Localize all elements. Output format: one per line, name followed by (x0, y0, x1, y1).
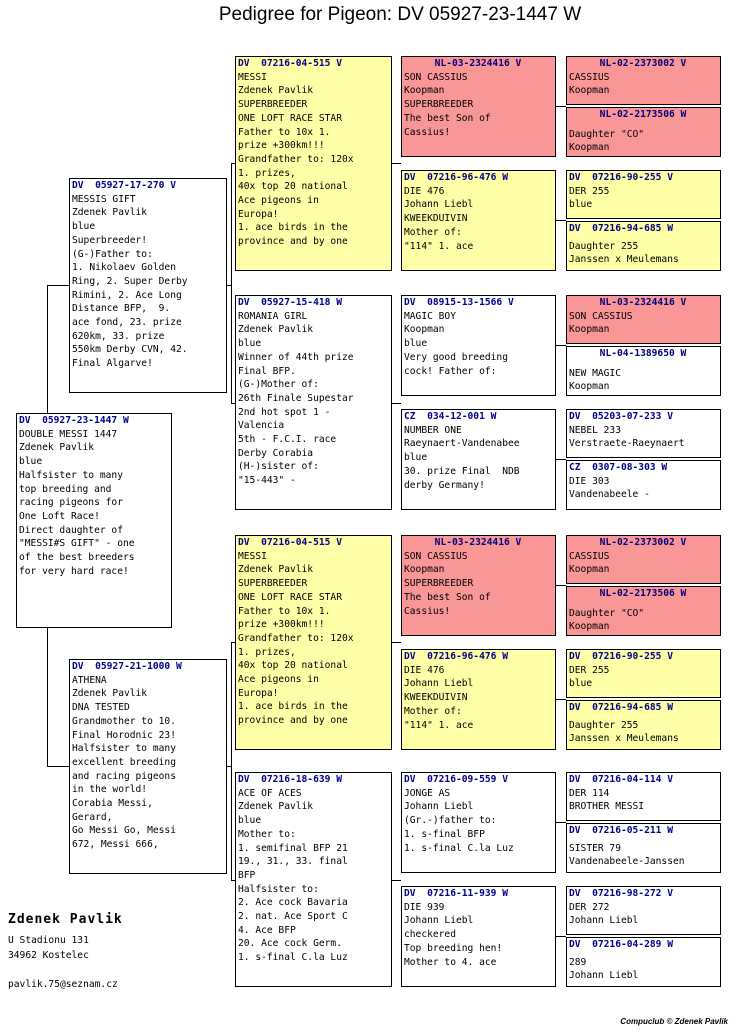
pigeon-card-g8[interactable] (566, 460, 721, 510)
pigeon-details: NUMBER ONE Raeynaert-Vandenabee blue 30. prize Final NDB derby Germany! (404, 424, 520, 491)
ring-number: DV 05927-23-1447 W (19, 415, 129, 426)
ring-number: NL-02-2373002 V (599, 58, 687, 69)
pigeon-details: MESSIS GIFT Zdenek Pavlik blue Superbreeder! (G-)Father to: 1. Nikolaev Golden Ring, 2. Super Derby Rimini, 2. Ace Long Distance BFP, 9. ace fond, 23. prize 620km, 33. prize 550km Derby CVN, 42. Final Algarve! (72, 193, 188, 370)
ring-number: DV 07216-90-255 V (569, 651, 673, 662)
pigeon-card-g16[interactable] (566, 937, 721, 987)
pigeon-card-fmd[interactable] (401, 409, 556, 510)
ring-number: DV 07216-96-476 W (404, 651, 508, 662)
pigeon-card-g1[interactable] (566, 56, 721, 105)
pigeon-details: CASSIUS Koopman (569, 550, 610, 576)
pigeon-card-g4[interactable] (566, 221, 721, 271)
pigeon-card-father-sire[interactable] (235, 56, 392, 271)
pigeon-card-ffs[interactable] (401, 56, 556, 157)
owner-city: 34962 Kostelec (8, 950, 89, 961)
ring-number: DV 05927-15-418 W (238, 297, 342, 308)
pigeon-card-mms[interactable] (401, 772, 556, 873)
connector-line (231, 403, 235, 404)
pigeon-details: Daughter "CO" Koopman (569, 607, 645, 633)
pigeon-card-g10[interactable] (566, 586, 721, 636)
ring-number: DV 07216-04-114 V (569, 774, 673, 785)
pigeon-details: DIE 476 Johann Liebl KWEEKDUIVIN Mother of: "114" 1. ace (404, 185, 474, 252)
pigeon-details: SISTER 79 Vandenabeele-Janssen (569, 842, 685, 868)
connector-line (556, 459, 566, 460)
ring-number: DV 07216-18-639 W (238, 774, 342, 785)
ring-number: NL-02-2373002 V (599, 537, 687, 548)
connector-line (231, 642, 235, 643)
pigeon-details: SON CASSIUS Koopman SUPERBREEDER The best Son of Cassius! (404, 71, 491, 138)
pigeon-details: Daughter 255 Janssen x Meulemans (569, 719, 679, 745)
connector-line (556, 106, 566, 107)
pigeon-card-fms[interactable] (401, 295, 556, 396)
pigeon-details: 289 Johann Liebl (569, 956, 639, 982)
pigeon-details: Daughter 255 Janssen x Meulemans (569, 240, 679, 266)
pigeon-card-mother-sire[interactable] (235, 535, 392, 750)
owner-block (8, 912, 123, 992)
ring-number: DV 07216-98-272 V (569, 888, 673, 899)
owner-street: U Stadionu 131 (8, 935, 89, 946)
pigeon-card-mfd[interactable] (401, 649, 556, 750)
pigeon-card-g5[interactable] (566, 295, 721, 344)
pigeon-card-mother[interactable] (69, 659, 227, 874)
ring-number: DV 05203-07-233 V (569, 411, 673, 422)
connector-line (231, 642, 232, 880)
pigeon-details: DIE 303 Vandenabeele - (569, 475, 650, 501)
connector-line (47, 285, 48, 413)
pigeon-details: DER 272 Johann Liebl (569, 901, 639, 927)
connector-line (556, 936, 566, 937)
pigeon-card-mmd[interactable] (401, 886, 556, 987)
connector-line (231, 880, 235, 881)
pigeon-card-g6[interactable] (566, 346, 721, 396)
connector-line (47, 766, 69, 767)
pigeon-details: DOUBLE MESSI 1447 Zdenek Pavlik blue Halfsister to many top breeding and racing pigeons for One Loft Race! Direct daughter of "MESSI#S GIFT" - one of the best breeders for very hard race! (19, 428, 135, 577)
connector-line (392, 880, 401, 881)
connector-line (556, 585, 566, 586)
pigeon-card-g3[interactable] (566, 170, 721, 219)
owner-name: Zdenek Pavlik (8, 912, 123, 927)
pigeon-details: JONGE AS Johann Liebl (Gr.-)father to: 1. s-final BFP 1. s-final C.la Luz (404, 787, 514, 854)
connector-line (47, 285, 69, 286)
pigeon-details: NEW MAGIC Koopman (569, 367, 621, 393)
pigeon-card-g7[interactable] (566, 409, 721, 458)
pigeon-card-g15[interactable] (566, 886, 721, 935)
pigeon-details: NEBEL 233 Verstraete-Raeynaert (569, 424, 685, 450)
ring-number: DV 05927-17-270 V (72, 180, 176, 191)
ring-number: CZ 0307-08-303 W (569, 462, 668, 473)
pigeon-card-father[interactable] (69, 178, 227, 393)
ring-number: DV 07216-94-685 W (569, 223, 673, 234)
pigeon-details: SON CASSIUS Koopman SUPERBREEDER The best Son of Cassius! (404, 550, 491, 617)
pigeon-card-g13[interactable] (566, 772, 721, 821)
ring-number: NL-04-1389650 W (599, 348, 687, 359)
pigeon-details: MESSI Zdenek Pavlik SUPERBREEDER ONE LOFT RACE STAR Father to 10x 1. prize +300km!!! Grandfather to: 120x 1. prizes, 40x top 20 national Ace pigeons in Europa! 1. ace birds in the province and by one (238, 550, 354, 727)
owner-email[interactable]: pavlik.75@seznam.cz (8, 979, 118, 990)
ring-number: DV 07216-90-255 V (569, 172, 673, 183)
connector-line (556, 345, 566, 346)
pigeon-card-g12[interactable] (566, 700, 721, 750)
pigeon-details: MAGIC BOY Koopman blue Very good breeding cock! Father of: (404, 310, 508, 377)
ring-number: DV 08915-13-1566 V (404, 297, 514, 308)
connector-line (556, 220, 566, 221)
pigeon-details: Daughter "CO" Koopman (569, 128, 645, 154)
ring-number: NL-03-2324416 V (434, 537, 522, 548)
connector-line (392, 642, 401, 643)
pigeon-details: DER 114 BROTHER MESSI (569, 787, 645, 813)
pigeon-card-g14[interactable] (566, 823, 721, 873)
pigeon-details: ROMANIA GIRL Zdenek Pavlik blue Winner of 44th prize Final BFP. (G-)Mother of: 26th Finale Supestar 2nd hot spot 1 - Valencia 5th - F.C.I. race Derby Corabia (H-)sister of: "15-443" - (238, 310, 354, 487)
ring-number: NL-02-2173506 W (599, 109, 687, 120)
ring-number: DV 07216-09-559 V (404, 774, 508, 785)
ring-number: DV 07216-11-939 W (404, 888, 508, 899)
pigeon-card-g11[interactable] (566, 649, 721, 698)
connector-line (47, 628, 48, 766)
pigeon-card-subject[interactable] (16, 413, 172, 628)
ring-number: NL-03-2324416 V (434, 58, 522, 69)
pigeon-card-g2[interactable] (566, 107, 721, 157)
footer-credit: Compuclub © Zdenek Pavlik (620, 1017, 728, 1026)
ring-number: DV 05927-21-1000 W (72, 661, 182, 672)
pigeon-details: DIE 939 Johann Liebl checkered Top breeding hen! Mother to 4. ace (404, 901, 503, 968)
connector-line (392, 163, 401, 164)
ring-number: DV 07216-94-685 W (569, 702, 673, 713)
pigeon-details: DER 255 blue (569, 185, 610, 211)
ring-number: DV 07216-05-211 W (569, 825, 673, 836)
ring-number: DV 07216-96-476 W (404, 172, 508, 183)
pigeon-details: CASSIUS Koopman (569, 71, 610, 97)
pigeon-card-g9[interactable] (566, 535, 721, 584)
connector-line (556, 822, 566, 823)
page-title: Pedigree for Pigeon: DV 05927-23-1447 W (218, 4, 582, 25)
pigeon-details: DER 255 blue (569, 664, 610, 690)
connector-line (556, 699, 566, 700)
ring-number: CZ 034-12-001 W (404, 411, 497, 422)
ring-number: NL-02-2173506 W (599, 588, 687, 599)
pigeon-details: SON CASSIUS Koopman (569, 310, 633, 336)
connector-line (392, 403, 401, 404)
pigeon-details: ACE OF ACES Zdenek Pavlik blue Mother to: 1. semifinal BFP 21 19., 31., 33. final BFP Halfsister to: 2. Ace cock Bavaria 2. nat. Ace Sport C 4. Ace BFP 20. Ace cock Germ. 1. s-final C.la Luz (238, 787, 348, 964)
pigeon-card-father-dam[interactable] (235, 295, 392, 510)
pigeon-card-mother-dam[interactable] (235, 772, 392, 987)
pigeon-card-ffd[interactable] (401, 170, 556, 271)
ring-number: DV 07216-04-515 V (238, 537, 342, 548)
ring-number: DV 07216-04-289 W (569, 939, 673, 950)
connector-line (231, 163, 235, 164)
pigeon-details: DIE 476 Johann Liebl KWEEKDUIVIN Mother of: "114" 1. ace (404, 664, 474, 731)
ring-number: DV 07216-04-515 V (238, 58, 342, 69)
ring-number: NL-03-2324416 V (599, 297, 687, 308)
pigeon-card-mfs[interactable] (401, 535, 556, 636)
pigeon-details: ATHENA Zdenek Pavlik DNA TESTED Grandmother to 10. Final Horodnic 23! Halfsister to many excellent breeding and racing pigeons in the world! Corabia Messi, Gerard, Go Messi Go, Messi 672, Messi 666, (72, 674, 176, 851)
connector-line (231, 163, 232, 403)
pigeon-details: MESSI Zdenek Pavlik SUPERBREEDER ONE LOFT RACE STAR Father to 10x 1. prize +300km!!! Grandfather to: 120x 1. prizes, 40x top 20 national Ace pigeons in Europa! 1. ace birds in the province and by one (238, 71, 354, 248)
